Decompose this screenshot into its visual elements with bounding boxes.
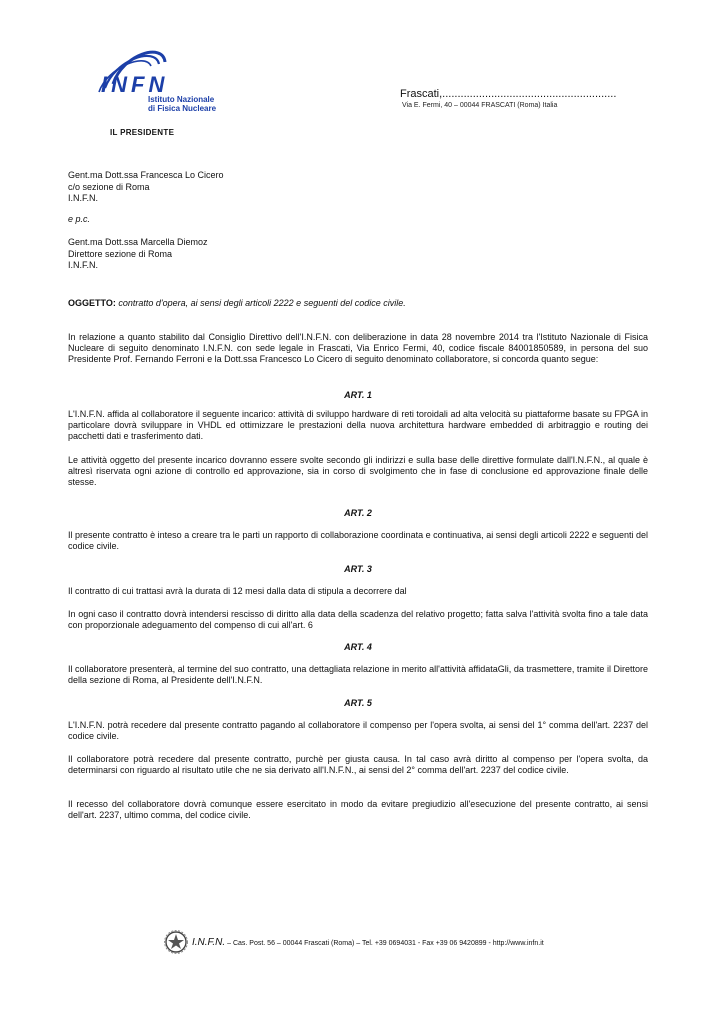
article-4-title: ART. 4 bbox=[344, 642, 372, 652]
article-4-paragraph: Il collaboratore presenterà, al termine del suo contratto, una dettagliata relazione in merito all'attività affidataGli, da trasmettere, tramite il Direttore della sezione di Roma, al Presidente dell'I.N.F.N. bbox=[68, 664, 648, 686]
article-5-paragraph: Il collaboratore potrà recedere dal presente contratto, purchè per giusta causa. In tal caso avrà diritto al compenso per l'opera svolta, da determinarsi con riguardo al risultato utile che ne sia derivato all'I.N.F.N., ai sensi del 2° comma dell'art. 2237 del codice civile. bbox=[68, 754, 648, 776]
recipient-cc bbox=[68, 237, 208, 272]
logo-line1: Istituto Nazionale bbox=[148, 95, 215, 104]
subject-line bbox=[68, 298, 406, 308]
logo-letters: INFN bbox=[101, 72, 169, 97]
recipient-line: Gent.ma Dott.ssa Marcella Diemoz bbox=[68, 237, 208, 247]
recipient-line: Direttore sezione di Roma bbox=[68, 248, 173, 259]
article-3-title: ART. 3 bbox=[344, 564, 372, 574]
infn-logo-graphic bbox=[93, 44, 243, 124]
footer-name: I.N.F.N. bbox=[192, 937, 226, 948]
recipient-line: Gent.ma Dott.ssa Francesca Lo Cicero bbox=[68, 170, 224, 180]
article-1-paragraph: Le attività oggetto del presente incarico dovranno essere svolte secondo gli indirizzi e sulla base delle direttive formulate dall'I.N.F.N., al quale è altresì riservata ogni azione di controllo ed approvazione, sia in corso di svolgimento che in fase di conclusione ed approvazione finale delle stesse. bbox=[68, 455, 648, 488]
place-date-line: Frascati,......................................................... bbox=[400, 88, 617, 100]
intro-paragraph: In relazione a quanto stabilito dal Consiglio Direttivo dell'I.N.F.N. con deliberazione in data 28 novembre 2014 tra l'Istituto Nazionale di Fisica Nucleare di seguito denominato I.N.F.N. con sede legale in Frascati, Via Enrico Fermi, 40, codice fiscale 84001850589, in persona del suo Presidente Prof. Fernando Ferroni e la Dott.ssa Francesco Lo Cicero di seguito denominato collaboratore, si concorda quanto segue: bbox=[68, 332, 648, 365]
logo-line2: di Fisica Nucleare bbox=[148, 104, 217, 113]
subject-text: contratto d'opera, ai sensi degli articoli 2222 e seguenti del codice civile. bbox=[118, 298, 406, 308]
recipient-main bbox=[68, 170, 224, 205]
article-5-paragraph: L'I.N.F.N. potrà recedere dal presente contratto pagando al collaboratore il compenso per l'opera svolta, ai sensi del 1° comma dell'art. 2237 del codice civile. bbox=[68, 720, 648, 742]
footer-contacts: – Cas. Post. 56 – 00044 Frascati (Roma) – Tel. +39 0694031 - Fax +39 06 9420899 - http://www.infn.it bbox=[225, 940, 544, 947]
republic-emblem-icon bbox=[164, 929, 188, 960]
article-1-title: ART. 1 bbox=[344, 390, 372, 400]
article-3-paragraph: Il contratto di cui trattasi avrà la durata di 12 mesi dalla data di stipula a decorrere dal bbox=[68, 586, 407, 596]
header-title: IL PRESIDENTE bbox=[110, 128, 175, 137]
article-2-title: ART. 2 bbox=[344, 508, 372, 518]
recipient-line: c/o sezione di Roma bbox=[68, 181, 150, 192]
article-1-paragraph: L'I.N.F.N. affida al collaboratore il seguente incarico: attività di sviluppo hardware di reti toroidali ad alta velocità su piattaforme basate su FPGA in particolare dovrà sviluppare in VHDL ed ottimizzare le prestazioni della nuova architettura hardware embedded di arbitraggio e routing dei pacchetti dati e trasferimento dati. bbox=[68, 409, 648, 442]
subject-label: OGGETTO: bbox=[68, 298, 116, 308]
infn-logo bbox=[93, 44, 243, 124]
article-3-paragraph: In ogni caso il contratto dovrà intendersi rescisso di diritto alla data della scadenza del relativo progetto; fatta salva l'attività svolta fino a tale data con proporzionale adeguamento del compenso di cui all'art. 6 bbox=[68, 609, 648, 631]
article-2-paragraph: Il presente contratto è inteso a creare tra le parti un rapporto di collaborazione coordinata e continuativa, ai sensi degli articoli 2222 e seguenti del codice civile. bbox=[68, 530, 648, 552]
recipient-line: I.N.F.N. bbox=[68, 260, 99, 270]
article-5-title: ART. 5 bbox=[344, 698, 372, 708]
cc-label: e p.c. bbox=[68, 214, 91, 224]
header-address: Via E. Fermi, 40 – 00044 FRASCATI (Roma) Italia bbox=[402, 102, 558, 109]
recipient-line: I.N.F.N. bbox=[68, 193, 99, 203]
article-5-paragraph: Il recesso del collaboratore dovrà comunque essere esercitato in modo da evitare pregiudizio all'esecuzione del presente contratto, ai sensi dell'art. 2237, ultimo comma, del codice civile. bbox=[68, 799, 648, 821]
footer-line bbox=[192, 937, 544, 948]
